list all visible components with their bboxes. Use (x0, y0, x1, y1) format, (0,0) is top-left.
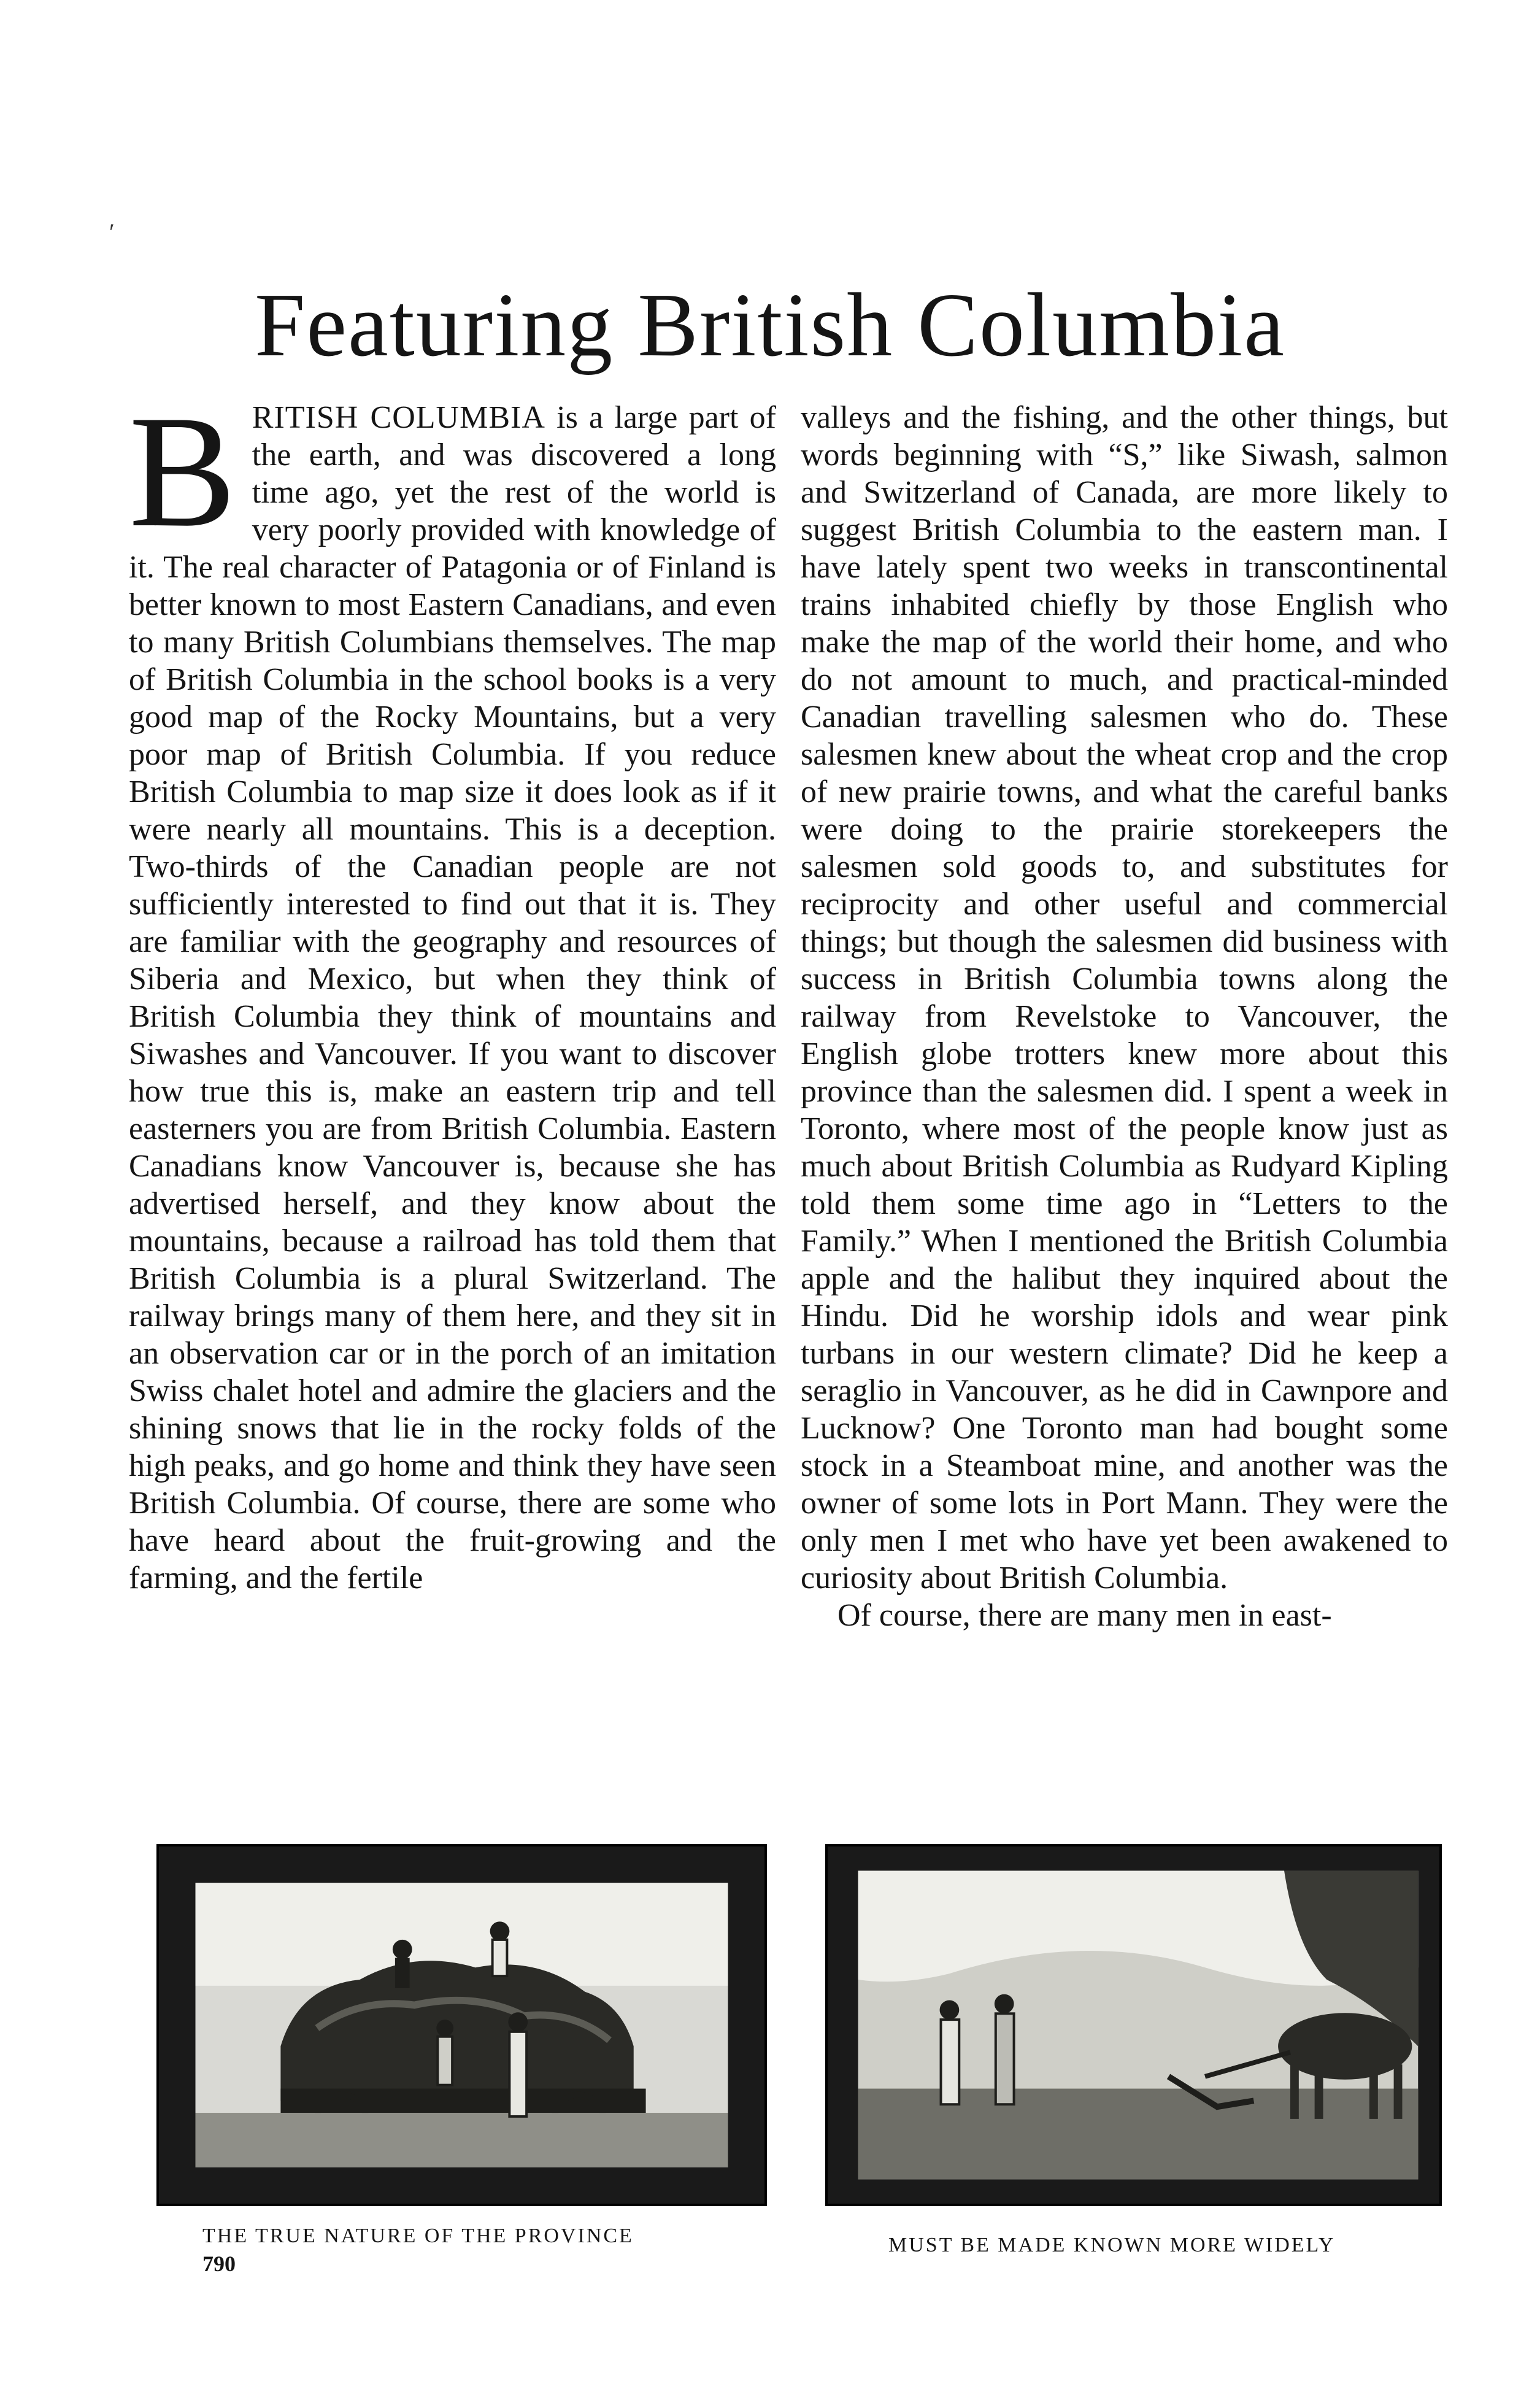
paragraph-1-text: is a large part of the earth, and was discovered a long time ago, yet the rest of the world is very poorly provided with knowledge of it. The real character of Patagonia or of Finland is better known to most Eastern Canadians, and even to many British Columbians themselves. The map of British Columbia in the school books is a very good map of the Rocky Mountains, but a very poor map of British Columbia. If you reduce British Columbia to map size it does look as if it were nearly all mountains. This is a deception. Two-thirds of the Canadian people are not sufficiently interested to find out that it is. They are familiar with the geography and resources of Siberia and Mexico, but when they think of British Columbia they think of mountains and Siwashes and Vancouver. If you want to discover how true this is, make an eastern trip and tell easterners you are from British Columbia. Eastern Canadians know Vancouver is, because she has advertised herself, and they know about the mountains, because a railroad has told them that British Columbia is a plural Switzerland. The railway brings many of them here, and they sit in an observation car or in the porch of an imitation Swiss chalet hotel and admire the glaciers and the shining snows that lie in the rocky folds of the high peaks, and go home and think they have seen British Columbia. Of course, there are some who have heard about the fruit-growing and the farming, and the fertile (129, 400, 776, 1595)
photo-horse-plough (825, 1844, 1442, 2206)
page-number: 790 (202, 2251, 236, 2276)
article-paragraph-1-continued: valleys and the fishing, and the other things, but words beginning with “S,” like Siwash, salmon and Switzerland of Canada, are more likely to suggest British Columbia to the eastern man. I have lately spent two weeks in transcontinental trains inhabited chiefly by those English who make the map of the world their home, and who do not amount to much, and practical-minded Canadian travelling salesmen who do. These salesmen knew about the wheat crop and the crop of new prairie towns, and what the careful banks were doing to the prairie storekeepers the salesmen sold goods to, and substitutes for reciprocity and other useful and commercial things; but though the salesmen did business with success in British Columbia towns along the railway from Revelstoke to Vancouver, the English globe trotters knew more about this province than the salesmen did. I spent a week in Toronto, where most of the people know just as much about British Columbia as Rudyard Kipling told them some time ago in “Letters to the Family.” When I mentioned the British Columbia apple and the halibut they inquired about the Hindu. Did he worship idols and wear pink turbans in our western climate? Did he keep a seraglio in Vancouver, as he did in Cawnpore and Lucknow? One Toronto man had bought some stock in a Steamboat mine, and another was the owner of some lots in Port Mann. They were the only men I met who have yet been awakened to curiosity about British Columbia. (801, 400, 1448, 1595)
harvest-wagon-illustration (159, 1846, 764, 2204)
figure-caption-left: THE TRUE NATURE OF THE PROVINCE (202, 2224, 634, 2247)
page-title: Featuring British Columbia (255, 275, 1285, 376)
article-column-left (129, 399, 776, 1810)
drop-cap: B (129, 399, 236, 560)
corner-mark: ′ (109, 218, 115, 246)
article-paragraph-2: Of course, there are many men in east- (837, 1598, 1332, 1633)
lead-in: RITISH COLUMBIA (252, 400, 545, 435)
article-column-right (801, 399, 1448, 1810)
photo-harvest-wagon (156, 1844, 767, 2206)
article-paragraph-1 (129, 399, 776, 1597)
horse-plough-illustration (828, 1846, 1439, 2204)
figure-caption-right: MUST BE MADE KNOWN MORE WIDELY (888, 2234, 1336, 2256)
